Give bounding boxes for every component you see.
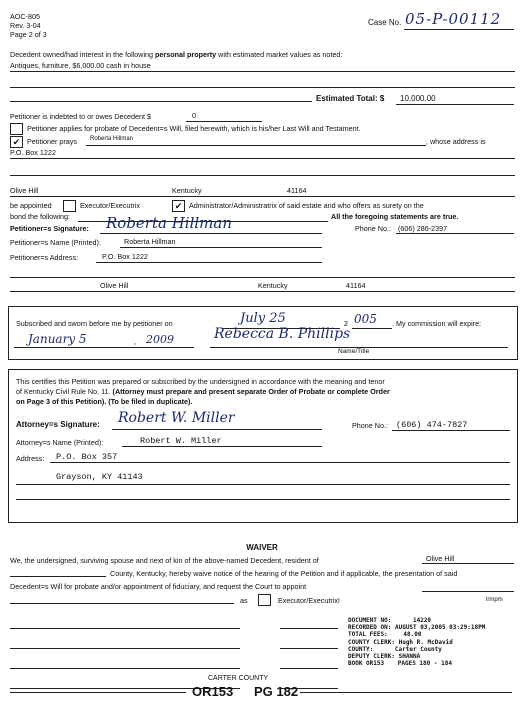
petitioner-state: Kentucky [172,186,202,195]
attorney-address-2: Grayson, KY 41143 [56,472,143,482]
personal-property-intro: Decedent owned/had interest in the following personal property with estimated market values as noted: [10,50,343,59]
appointed-text: be appointed [10,201,52,210]
case-number: 05-P-00112 [405,10,502,28]
case-label: Case No. [368,18,402,27]
attorney-name-label: Attorney=s Name (Printed): [16,438,104,447]
petitioner-address-state: Kentucky [258,281,288,290]
petitioner-phone-label: Phone No.: [355,224,391,233]
sworn-year-prefix: 2 [344,319,348,328]
name-title-label: Name/Title [338,348,370,355]
waiver-executor-label: Executor/Executrix! [278,596,340,605]
attorney-address-1: P.O. Box 357 [56,452,118,462]
petitioner-signature-label: Petitioner=s Signature: [10,224,89,233]
page-number: Page 2 of 3 [10,30,47,39]
waiver-resident-of: Olive Hill [426,554,455,563]
petitioner-address-1: P.O. Box 1222 [10,148,56,157]
petitioner-city: Olive Hill [10,186,39,195]
waiver-line-1: We, the undersigned, surviving spouse and next of kin of the above-named Decedent, resident of [10,556,319,565]
petitioner-name: Roberta Hillman [124,237,176,246]
estimated-total-label: Estimated Total: $ [316,94,385,103]
cert-line-1: This certifies this Petition was prepared or subscribed by the undersigned in accordance with the meaning and tenor [16,377,385,386]
waiver-title: WAIVER [246,543,278,552]
recording-stamp: DOCUMENT NO: 14220 RECORDED ON: AUGUST 03,2005 03:29:18PM TOTAL FEES: 48.00 COUNTY CLERK: Hugh R. McDavid COUNTY: Carter County DEPUTY CLERK: SHANNA BOOK OR153 PAGES 180 - 184 [348,617,486,668]
petitioner-phone: (606) 286-2397 [398,224,448,233]
petitioner-address-label: Petitioner=s Address: [10,253,79,262]
attorney-signature: Robert W. Miller [118,410,235,426]
commission-year: 2009 [146,333,174,346]
estimated-total-value: 10,000.00 [400,94,436,103]
cert-line-2: of Kentucky Civil Rule No. 11. (Attorney must prepare and present separate Order of Probate or complete Order [16,387,390,396]
prays-name: Roberta Hillman [90,136,134,142]
administrator-checkbox[interactable]: ✔ [172,200,185,212]
petitioner-address: P.O. Box 1222 [102,252,148,261]
waiver-line-2: County, Kentucky, hereby waive notice of the hearing of the Petition and if applicable, the presentation of said [110,569,458,578]
prays-checkbox[interactable]: ✔ [10,136,23,148]
applies-checkbox[interactable] [10,123,23,135]
petitioner-signature: Roberta Hillman [106,214,233,232]
sworn-text: Subscribed and sworn before me by petitioner on [16,319,173,328]
commission-expiry: January 5 [28,332,87,346]
waiver-as: as [240,596,248,605]
personal-property-value: Antiques, furniture, $6,000.00 cash in house [10,61,151,70]
sworn-date: July 25 [240,311,286,326]
attorney-address-label: Address: [16,454,45,463]
attorney-signature-label: Attorney=s Signature: [16,420,100,429]
administrator-label: Administrator/Administratrix of said estate and who offers as surety on the [189,201,424,210]
waiver-line-3: Decedent=s Will for probate and/or appointment of fiduciary, and request the Court to appoint [10,582,307,591]
page-ref: PG 182 [254,684,299,699]
petitioner-address-zip: 41164 [346,281,366,290]
attorney-phone: (606) 474-7827 [396,420,468,430]
commission-text: . My commission will expire: [392,319,482,328]
carter-county-label: CARTER COUNTY [208,675,269,682]
waiver-executor-checkbox[interactable] [258,594,271,606]
address-suffix: , whose address is [426,137,486,146]
cert-line-3: on Page 3 of this Petition). (To be filed in duplicate). [16,397,193,406]
foregoing-statement: All the foregoing statements are true. [331,212,459,221]
applies-text: Petitioner applies for probate of Decedent=s Will, filed herewith, which is his/her Last Will and Testament. [27,124,361,133]
attorney-name: Robert W. Miller [140,436,222,446]
petitioner-address-city: Olive Hill [100,281,129,290]
indebted-text: Petitioner is indebted to or owes Decedent $ [10,112,152,121]
prays-text: Petitioner prays [27,137,77,146]
petitioner-zip: 41164 [287,186,307,195]
attorney-phone-label: Phone No.: [352,421,388,430]
executor-checkbox[interactable] [63,200,76,212]
book-number: OR153 [192,684,234,699]
executor-label: Executor/Executrix [80,201,140,210]
form-id: AOC-805 [10,12,40,21]
form-revision: Rev. 3-04 [10,21,41,30]
notary-signature: Rebecca B. Phillips [214,326,351,342]
sworn-year: 005 [354,312,377,326]
petitioner-name-label: Petitioner=s Name (Printed): [10,238,101,247]
indebted-value: 0 [192,111,196,120]
bond-text: bond the following: [10,212,70,221]
stamp-mark: lrmpm [486,597,503,603]
